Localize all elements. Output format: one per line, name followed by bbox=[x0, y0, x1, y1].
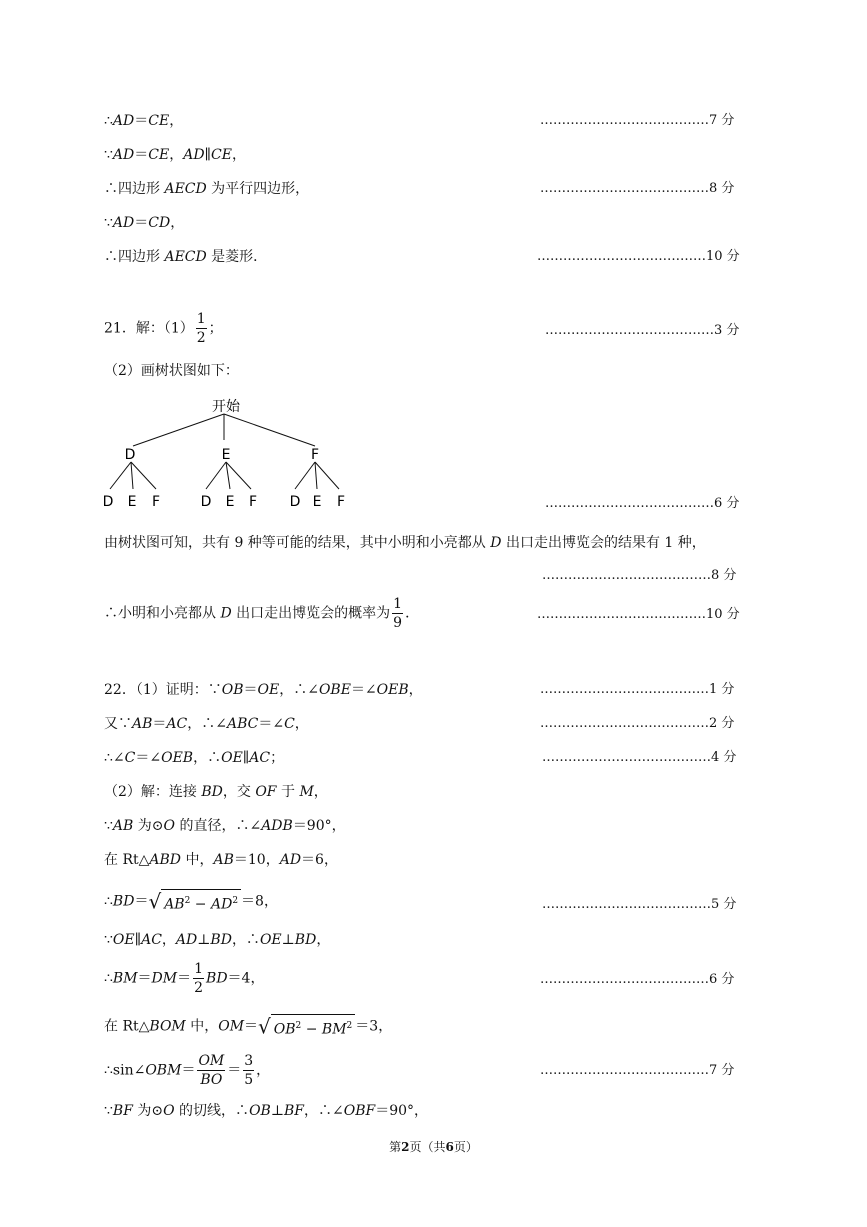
tree-leaf: D bbox=[102, 494, 114, 510]
tree-node-e: E bbox=[221, 447, 231, 463]
q22-line-10: 在 Rt△BOM 中，OM＝√ $OB^2 - BM^2 =3$， bbox=[104, 1014, 393, 1039]
score-q22-2: …………………………………2 分 bbox=[540, 716, 735, 731]
tree-root: 开始 bbox=[212, 399, 240, 415]
tree-leaf: F bbox=[248, 494, 258, 510]
score-q22-7: …………………………………7 分 bbox=[540, 1063, 735, 1078]
fraction-one-half: $\frac{1}{2}$ bbox=[194, 961, 204, 996]
tree-leaf: E bbox=[312, 494, 322, 510]
page-footer: 第2页（共6页） bbox=[389, 1140, 478, 1154]
q21-part2: （2）画树状图如下： bbox=[104, 363, 239, 379]
fraction-one-half: $\frac{1}{2}$ bbox=[196, 311, 206, 346]
score-10: …………………………………10 分 bbox=[537, 249, 740, 264]
tree-leaf: F bbox=[151, 494, 161, 510]
tree-node-d: D bbox=[124, 447, 136, 463]
q22-line-2: 又∵AB＝AC，∴∠ABC＝∠C， bbox=[104, 716, 309, 732]
score-q21-8: …………………………………8 分 bbox=[542, 568, 737, 583]
square-root-ab-ad: √ $AB^2 - AD^2$ bbox=[148, 889, 241, 914]
score-q21-6: …………………………………6 分 bbox=[545, 496, 740, 511]
score-q22-6: …………………………………6 分 bbox=[540, 972, 735, 987]
fraction-three-fifths: $\frac{3}{5}$ bbox=[244, 1053, 254, 1088]
proof-line-2: ∵AD＝CE，AD∥CE， bbox=[104, 147, 246, 163]
score-7: …………………………………7 分 bbox=[540, 113, 735, 128]
score-q22-5: …………………………………5 分 bbox=[542, 897, 737, 912]
tree-leaf: E bbox=[127, 494, 137, 510]
q22-line-7: ∴BD＝√ $AB^2 - AD^2 =8$， bbox=[104, 889, 278, 914]
score-q22-1: …………………………………1 分 bbox=[540, 682, 735, 697]
q22-line-5: ∵AB 为⊙O 的直径，∴∠ADB＝90°， bbox=[104, 818, 346, 834]
q22-line-9: ∴BM＝DM＝ $\frac{1}{2}$ BD＝4， bbox=[104, 961, 265, 996]
q21-probability: ∴小明和小亮都从 D 出口走出博览会的概率为 $\frac{1}{9}$ ． bbox=[104, 596, 420, 631]
proof-line-4: ∵AD＝CD， bbox=[104, 215, 185, 231]
proof-line-1: ∴AD＝CE， bbox=[104, 113, 184, 129]
q21-part1: 21．解：（1） $\frac{1}{2}$ ； bbox=[104, 311, 223, 346]
square-root-ob-bm: √ $OB^2 - BM^2$ bbox=[258, 1014, 355, 1039]
tree-leaf: D bbox=[289, 494, 301, 510]
q22-line-4: （2）解：连接 BD，交 OF 于 M， bbox=[104, 784, 328, 800]
q22-line-8: ∵OE∥AC，AD⊥BD，∴OE⊥BD， bbox=[104, 932, 331, 948]
score-q21-3: …………………………………3 分 bbox=[545, 323, 740, 338]
tree-leaf: F bbox=[336, 494, 346, 510]
fraction-one-ninth: $\frac{1}{9}$ bbox=[393, 596, 403, 631]
tree-leaf: D bbox=[200, 494, 212, 510]
score-8: …………………………………8 分 bbox=[540, 181, 735, 196]
proof-line-3: ∴四边形 AECD 为平行四边形， bbox=[104, 181, 310, 197]
score-q21-10: …………………………………10 分 bbox=[537, 607, 740, 622]
score-q22-4: …………………………………4 分 bbox=[542, 750, 737, 765]
q22-line-1: 22．（1）证明：∵OB＝OE，∴∠OBE＝∠OEB， bbox=[104, 682, 423, 698]
tree-node-f: F bbox=[310, 447, 320, 463]
q22-line-6: 在 Rt△ABD 中，AB＝10，AD＝6， bbox=[104, 852, 338, 868]
tree-leaf: E bbox=[225, 494, 235, 510]
q22-line-11: ∴sin∠OBM＝ $\frac{OM}{BO}$ ＝ $\frac{3}{5}$ ， bbox=[104, 1053, 271, 1088]
q21-outcomes: 由树状图可知，共有 9 种等可能的结果，其中小明和小亮都从 D 出口走出博览会的结果有 1 种， bbox=[104, 535, 706, 551]
fraction-om-bo: $\frac{OM}{BO}$ bbox=[198, 1053, 225, 1088]
proof-line-5: ∴四边形 AECD 是菱形． bbox=[104, 249, 268, 265]
q22-line-3: ∴∠C＝∠OEB，∴OE∥AC； bbox=[104, 750, 285, 766]
tree-diagram bbox=[98, 394, 378, 512]
q22-line-12: ∵BF 为⊙O 的切线，∴OB⊥BF，∴∠OBF＝90°， bbox=[104, 1103, 429, 1119]
